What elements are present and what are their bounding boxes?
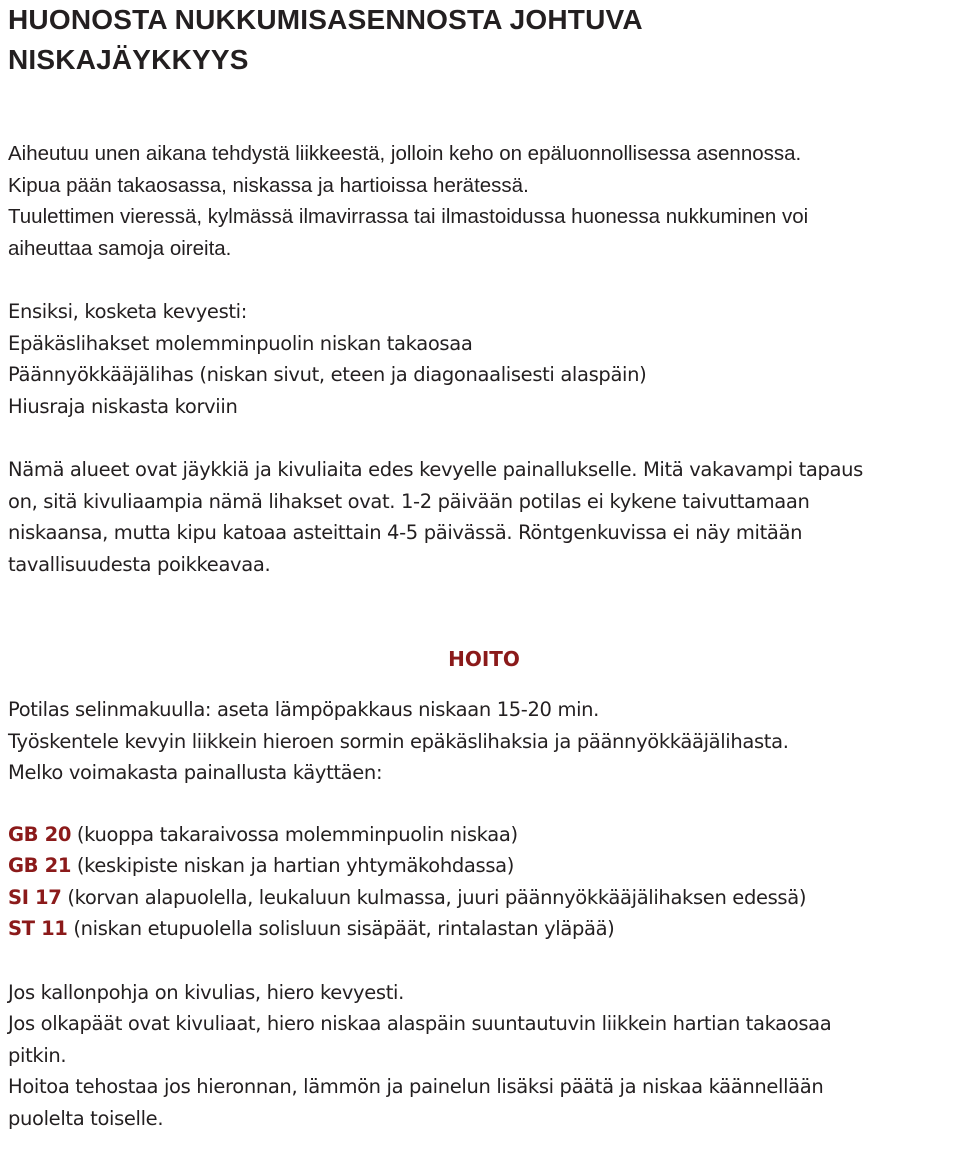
acupoint-code: ST 11 [8, 917, 68, 940]
acupoint-item [8, 882, 956, 914]
touch-line: Hiusraja niskasta korviin [8, 394, 238, 418]
aftercare-line: Jos olkapäät ovat kivuliaat, hiero niskaa alaspäin suuntautuvin liikkein hartian takaosaa [8, 1012, 832, 1035]
touch-line: Ensiksi, kosketa kevyesti: [8, 300, 247, 323]
acupoint-code: GB 20 [8, 822, 72, 846]
acupoint-item [8, 819, 956, 851]
intro-line: Aiheutuu unen aikana tehdystä liikkeestä, jolloin keho on epäluonnollisessa asennossa. [8, 142, 802, 165]
aftercare-line: Hoitoa tehostaa jos hieronnan, lämmön ja painelun lisäksi päätä ja niskaa käännellään [8, 1075, 824, 1098]
symptoms-line: niskaansa, mutta kipu katoaa asteittain 4-5 päivässä. Röntgenkuvissa ei näy mitään [8, 521, 803, 544]
acupoint-description: (keskipiste niskan ja hartian yhtymäkohdassa) [71, 854, 514, 877]
symptoms-line: tavallisuudesta poikkeavaa. [8, 552, 271, 576]
aftercare-line: Jos kallonpohja on kivulias, hiero kevyesti. [8, 980, 404, 1004]
symptoms-line: on, sitä kivuliaampia nämä lihakset ovat. 1-2 päivään potilas ei kykene taivuttamaan [8, 489, 810, 513]
treatment-line: Potilas selinmakuulla: aseta lämpöpakkaus niskaan 15-20 min. [8, 698, 600, 721]
symptoms-paragraph [8, 454, 956, 580]
acupoint-description: (korvan alapuolella, leukaluun kulmassa, juuri päännyökkääjälihaksen edessä) [61, 885, 807, 909]
treatment-line: Melko voimakasta painallusta käyttäen: [8, 761, 383, 784]
aftercare-paragraph [8, 977, 956, 1135]
acupoint-item [8, 913, 956, 945]
intro-line: Tuulettimen vieressä, kylmässä ilmavirrassa tai ilmastoidussa huonessa nukkuminen voi [8, 205, 809, 228]
touch-line: Epäkäslihakset molemminpuolin niskan takaosaa [8, 331, 473, 355]
intro-line: Kipua pään takaosassa, niskassa ja hartioissa herätessä. [8, 173, 529, 197]
intro-paragraph [8, 138, 956, 264]
title-line-2: NISKAJÄYKKYYS [8, 44, 249, 75]
treatment-line: Työskentele kevyin liikkein hieroen sormin epäkäslihaksia ja päännyökkääjälihasta. [8, 729, 789, 753]
title-line-1: HUONOSTA NUKKUMISASENNOSTA JOHTUVA [8, 4, 643, 35]
aftercare-line: puolelta toiselle. [8, 1106, 164, 1130]
acupoint-code: SI 17 [8, 885, 62, 909]
acupoint-list [8, 819, 956, 945]
symptoms-line: Nämä alueet ovat jäykkiä ja kivuliaita edes kevyelle painallukselle. Mitä vakavampi tapaus [8, 458, 863, 481]
acupoint-item [8, 850, 956, 882]
aftercare-line: pitkin. [8, 1043, 67, 1067]
intro-line: aiheuttaa samoja oireita. [8, 236, 232, 260]
touch-areas-paragraph [8, 296, 956, 422]
treatment-paragraph [8, 694, 956, 789]
page-title [8, 0, 956, 80]
acupoint-code: GB 21 [8, 854, 72, 877]
acupoint-description: (kuoppa takaraivossa molemminpuolin niskaa) [71, 822, 518, 846]
acupoint-description: (niskan etupuolella solisluun sisäpäät, rintalastan yläpää) [67, 917, 615, 940]
section-heading-hoito: HOITO [448, 647, 520, 671]
document-page [8, 0, 956, 1134]
touch-line: Päännyökkääjälihas (niskan sivut, eteen ja diagonaalisesti alaspäin) [8, 363, 647, 386]
